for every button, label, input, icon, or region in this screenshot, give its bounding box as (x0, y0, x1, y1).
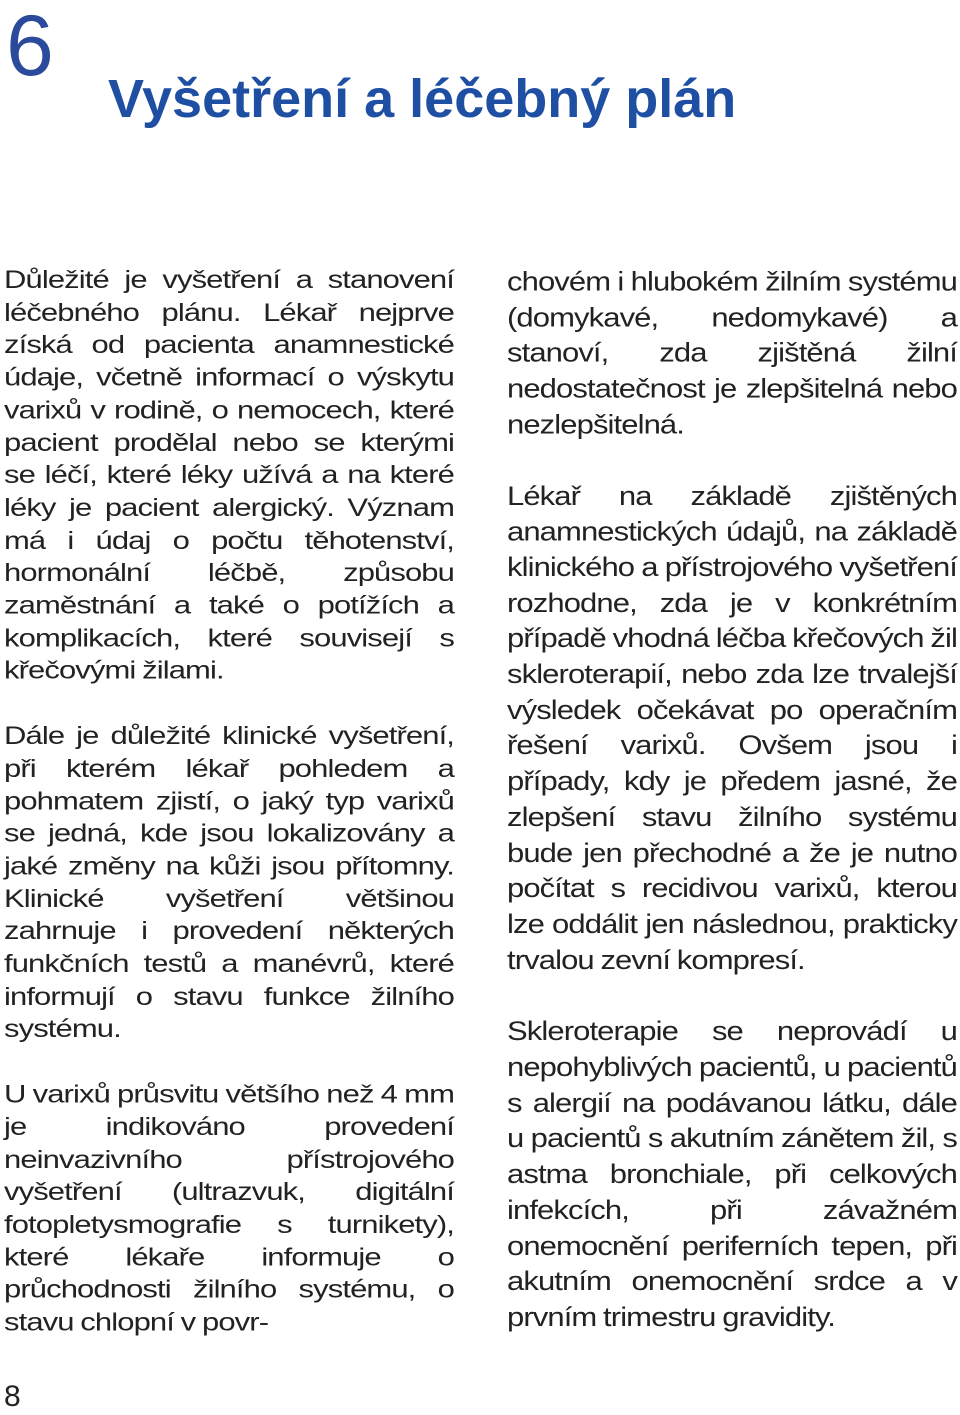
paragraph-clinical-exam: Dále je důležité klinické vyšetření, při kterém lékař pohledem a pohmatem zjistí, o jaký typ varixů se jedná, kde jsou lokalizovány a jaké změny na kůži jsou přítomny. Klinické vyšetření většinou zahrnuje i provedení některých funkčních testů a manévrů, které informují o stavu funkce žilního systému. (4, 721, 454, 1043)
left-column (4, 264, 454, 1372)
paragraph-contraindications: Skleroterapie se neprovádí u nepohyblivých pacientů, u pacientů s alergií na podávanou látku, dále u pacientů s akutním zánětem žil, s astma bronchiale, při celkových infekcích, při závažném onemocnění periferních tepen, při akutním onemocnění srdce a v prvním trimestru gravidity. (507, 1015, 957, 1333)
chapter-number: 6 (6, 0, 54, 94)
right-column (507, 264, 957, 1371)
paragraph-continuation: chovém i hlubokém žilním systému (domykavé, nedomykavé) a stanoví, zda zjištěná žilní nedostatečnost je zlepšitelná nebo nezlepšitelná. (507, 265, 957, 440)
page-number: 8 (4, 1380, 21, 1413)
paragraph-treatment-decision: Lékař na základě zjištěných anamnestických údajů, na základě klinického a přístrojového vyšetření rozhodne, zda je v konkrétním případě vhodná léčba křečových žil skleroterapií, nebo zda lze trvalejší výsledek očekávat po operačním řešení varixů. Ovšem jsou i případy, kdy je předem jasné, že zlepšení stavu žilního systému bude jen přechodné a že je nutno počítat s recidivou varixů, kterou lze oddálit jen následnou, prakticky trvalou zevní kompresí. (507, 480, 957, 975)
paragraph-instrumental-exam: U varixů průsvitu většího než 4 mm je indikováno provedení neinvazivního přístrojového vyšetření (ultrazvuk, digitální fotopletysmografie s turnikety), které lékaře informuje o průchodnosti žilního systému, o stavu chlopní v povr- (4, 1080, 454, 1337)
chapter-title: Vyšetření a léčebný plán (108, 69, 737, 130)
paragraph-anamnesis: Důležité je vyšetření a stanovení léčebného plánu. Lékař nejprve získá od pacienta anamnestické údaje, včetně informací o výskytu varixů v rodině, o nemocech, které pacient prodělal nebo se kterými se léčí, které léky užívá a na které léky je pacient alergický. Význam má i údaj o počtu těhotenství, hormonální léčbě, způsobu zaměstnání a také o potížích a komplikacích, které souvisejí s křečovými žilami. (4, 265, 454, 685)
